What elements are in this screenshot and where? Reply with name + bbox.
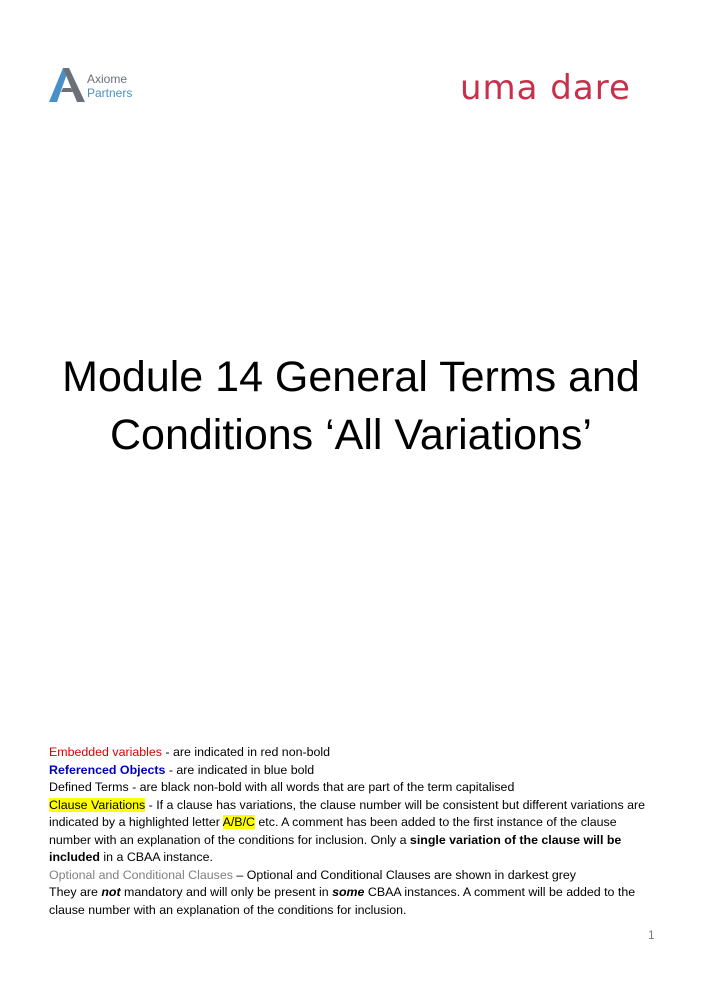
clause-text-1: - If a clause has variations, the clause number will be consistent but different variations are indicated by a highlighted letter bbox=[49, 797, 645, 829]
uma-dare-logo: uma dare bbox=[460, 68, 631, 108]
legend-clause bbox=[49, 797, 661, 867]
embedded-label: Embedded variables bbox=[49, 745, 162, 759]
referenced-text: - are indicated in blue bold bbox=[165, 762, 315, 777]
page-number: 1 bbox=[648, 928, 655, 942]
formatting-legend bbox=[49, 744, 661, 919]
title-line-1: Module 14 General Terms and bbox=[62, 353, 640, 401]
axiome-logo-text bbox=[87, 72, 132, 100]
embedded-text: - are indicated in red non-bold bbox=[161, 745, 331, 759]
legend-optional bbox=[49, 867, 661, 885]
clause-letters: A/B/C bbox=[222, 815, 255, 829]
they-text-1: They are bbox=[49, 885, 102, 899]
axiome-line2: Partners bbox=[87, 86, 133, 100]
clause-label: Clause Variations bbox=[49, 797, 146, 812]
clause-text-2: etc. A comment has been added to the first instance of the clause number with an explanation of the conditions for inclusion. Only a bbox=[49, 815, 617, 847]
they-not: not bbox=[101, 885, 121, 899]
optional-text: – Optional and Conditional Clauses are shown in darkest grey bbox=[232, 867, 576, 882]
title-line-2: Conditions ‘All Variations’ bbox=[110, 411, 592, 459]
referenced-label: Referenced Objects bbox=[49, 762, 166, 777]
they-some: some bbox=[332, 885, 365, 899]
clause-text-3: in a CBAA instance. bbox=[99, 850, 213, 864]
legend-defined: Defined Terms - are black non-bold with all words that are part of the term capitalised bbox=[49, 780, 515, 794]
clause-bold: single variation of the clause will be included bbox=[49, 832, 622, 864]
they-text-3: CBAA instances. A comment will be added to the clause number with an explanation of the conditions for inclusion. bbox=[49, 885, 636, 917]
optional-label: Optional and Conditional Clauses bbox=[49, 867, 233, 882]
they-text-2: mandatory and will only be present in bbox=[120, 885, 333, 899]
document-title bbox=[0, 348, 702, 464]
axiome-logo-icon bbox=[49, 66, 87, 104]
legend-they bbox=[49, 884, 661, 919]
legend-referenced bbox=[49, 762, 661, 780]
axiome-line1: Axiome bbox=[87, 72, 128, 86]
axiome-partners-logo bbox=[49, 66, 149, 106]
legend-embedded bbox=[49, 744, 661, 762]
